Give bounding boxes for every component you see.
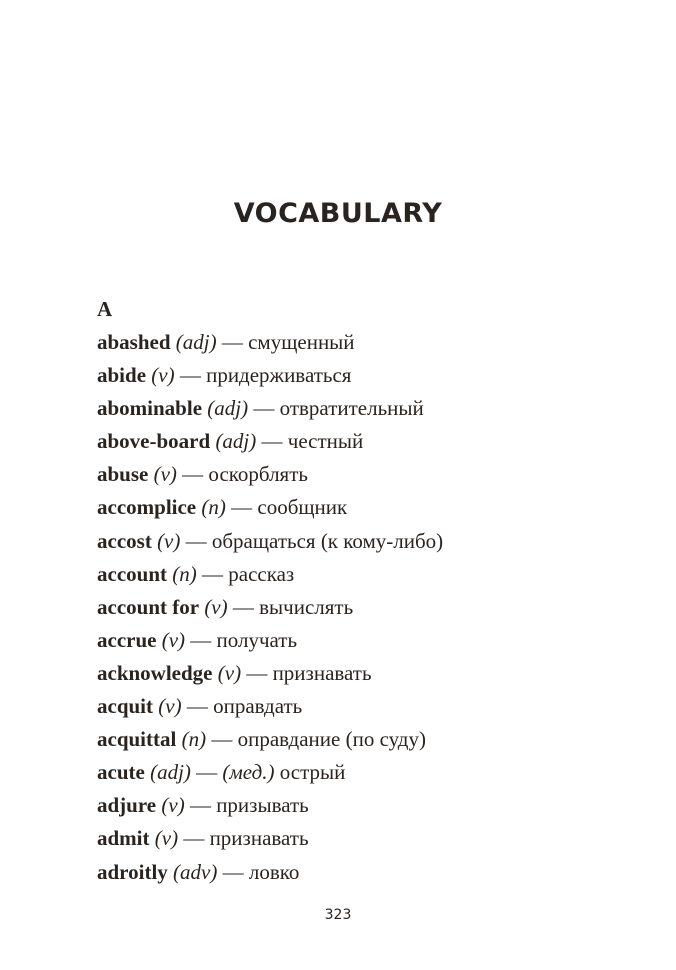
vocabulary-entry: [97, 427, 657, 460]
entry-term: account for: [97, 594, 200, 619]
entry-part-of-speech: (n): [172, 561, 197, 586]
entry-dash: —: [253, 396, 275, 421]
entry-part-of-speech: (v): [217, 660, 242, 685]
entry-translation: смущенный: [248, 330, 355, 354]
entry-dash: —: [196, 760, 218, 785]
entry-dash: —: [185, 528, 207, 553]
entry-dash: —: [186, 694, 208, 719]
entry-part-of-speech: (n): [201, 495, 226, 520]
entry-part-of-speech: (v): [154, 826, 179, 851]
entry-part-of-speech: (v): [151, 363, 175, 388]
entry-term: abide: [97, 363, 147, 388]
entry-term: accrue: [97, 627, 157, 652]
entry-term: abuse: [97, 462, 149, 487]
entry-part-of-speech: (adj): [215, 429, 257, 454]
entry-part-of-speech: (adj): [207, 396, 249, 421]
entry-term: acquittal: [97, 727, 177, 752]
entry-translation: признавать: [209, 826, 309, 851]
entry-translation: оправдать: [213, 694, 303, 719]
entry-term: account: [97, 561, 167, 586]
entry-dash: —: [211, 727, 233, 752]
entry-term: abominable: [97, 396, 203, 421]
entry-dash: —: [190, 627, 212, 652]
entry-translation: ловко: [248, 859, 300, 884]
entry-part-of-speech: (v): [153, 462, 177, 487]
entry-term: above-board: [97, 429, 211, 454]
entry-part-of-speech: (adv): [173, 859, 218, 884]
entry-dash: —: [202, 561, 223, 586]
entry-part-of-speech: (adj): [150, 760, 191, 785]
vocabulary-entry: [97, 692, 657, 725]
entry-translation: вычислять: [259, 594, 354, 619]
entry-part-of-speech: (n): [181, 727, 207, 752]
entry-part-of-speech: (v): [158, 694, 182, 719]
vocabulary-entry: [97, 824, 657, 857]
entry-translation: получать: [216, 627, 298, 652]
vocabulary-entry: [97, 626, 657, 659]
entry-dash: —: [231, 495, 253, 520]
section-letter: A: [97, 297, 113, 321]
vocabulary-entry: [97, 858, 657, 891]
entry-dash: —: [221, 330, 243, 354]
vocabulary-entry: [97, 593, 657, 626]
entry-term: adroitly: [97, 859, 168, 884]
vocabulary-entry: [97, 725, 657, 758]
entry-translation: оскорблять: [208, 462, 308, 487]
vocabulary-entry: [97, 493, 657, 526]
page-number: 323: [324, 907, 352, 923]
entry-translation: честный: [287, 429, 364, 454]
vocabulary-entry: [97, 394, 657, 427]
entry-dash: —: [232, 594, 254, 619]
entry-term: accomplice: [97, 495, 197, 520]
entry-dash: —: [179, 363, 201, 388]
entry-usage-note: (мед.): [222, 760, 275, 785]
entry-term: acknowledge: [97, 660, 213, 685]
entry-part-of-speech: (v): [161, 627, 186, 652]
vocabulary-entry: [97, 328, 657, 361]
entry-term: adjure: [97, 793, 157, 818]
vocabulary-entry: [97, 460, 657, 493]
entry-translation: отвратительный: [279, 396, 424, 421]
vocabulary-entry: [97, 527, 657, 560]
entry-term: accost: [97, 528, 152, 553]
entry-translation: острый: [279, 760, 346, 785]
vocabulary-entry: [97, 758, 657, 791]
entry-term: abashed: [97, 330, 171, 354]
entry-term: acute: [97, 760, 145, 785]
entry-dash: —: [222, 859, 244, 884]
entry-term: admit: [97, 826, 150, 851]
entry-dash: —: [261, 429, 283, 454]
entry-term: acquit: [97, 694, 154, 719]
entry-part-of-speech: (adj): [175, 330, 217, 354]
entry-dash: —: [183, 826, 205, 851]
vocabulary-entry: [97, 659, 657, 692]
vocabulary-entry: [97, 361, 657, 394]
entry-part-of-speech: (v): [204, 594, 228, 619]
entry-translation: придерживаться: [206, 363, 352, 388]
vocabulary-entry: [97, 791, 657, 824]
entry-translation: призывать: [216, 793, 309, 818]
vocabulary-entry: [97, 560, 657, 593]
entry-translation: рассказ: [228, 561, 295, 586]
entry-part-of-speech: (v): [157, 528, 181, 553]
entry-dash: —: [246, 660, 268, 685]
entry-dash: —: [189, 793, 211, 818]
vocabulary-list: [97, 328, 657, 891]
entry-translation: обращаться (к кому-либо): [211, 528, 444, 553]
entry-translation: признавать: [272, 660, 372, 685]
entry-translation: оправдание (по суду): [237, 727, 426, 752]
entry-part-of-speech: (v): [161, 793, 185, 818]
entry-translation: сообщник: [257, 495, 348, 520]
page-title: VOCABULARY: [233, 198, 443, 229]
entry-dash: —: [182, 462, 204, 487]
